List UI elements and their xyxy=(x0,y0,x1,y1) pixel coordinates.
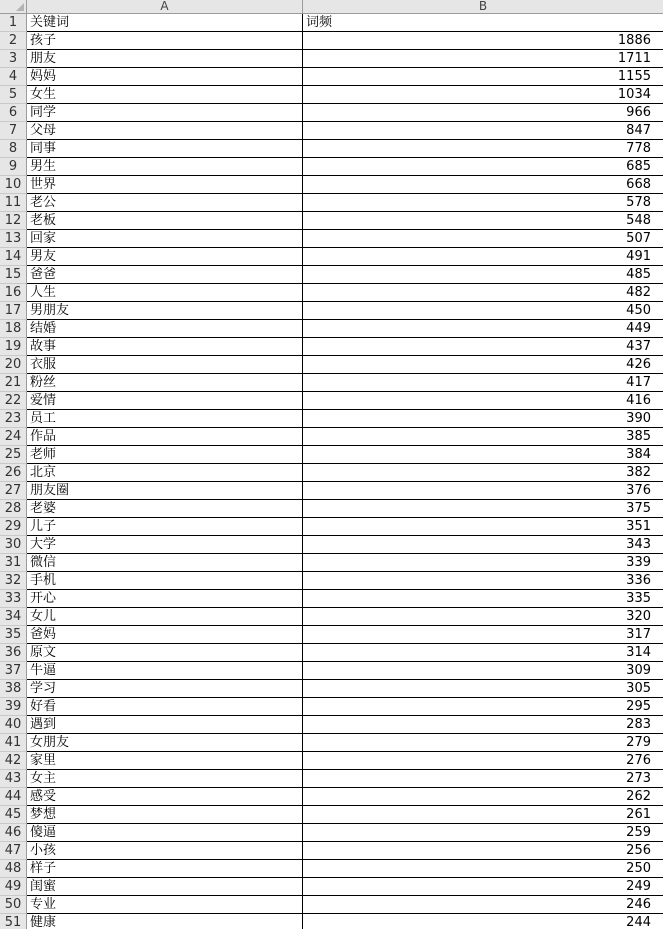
frequency-cell[interactable]: 668 xyxy=(303,176,663,194)
table-row xyxy=(0,212,663,230)
table-row xyxy=(0,410,663,428)
frequency-cell[interactable]: 449 xyxy=(303,320,663,338)
table-row xyxy=(0,284,663,302)
table-row xyxy=(0,86,663,104)
table-row xyxy=(0,554,663,572)
table-row xyxy=(0,914,663,929)
keyword-cell[interactable]: 衣服 xyxy=(27,356,303,374)
row-number[interactable]: 8 xyxy=(0,140,27,158)
table-row xyxy=(0,356,663,374)
frequency-cell[interactable]: 320 xyxy=(303,608,663,626)
frequency-cell[interactable]: 417 xyxy=(303,374,663,392)
row-number[interactable]: 28 xyxy=(0,500,27,518)
keyword-cell[interactable]: 妈妈 xyxy=(27,68,303,86)
table-row xyxy=(0,68,663,86)
row-number[interactable]: 10 xyxy=(0,176,27,194)
frequency-cell[interactable]: 256 xyxy=(303,842,663,860)
frequency-cell[interactable]: 437 xyxy=(303,338,663,356)
frequency-cell[interactable]: 1034 xyxy=(303,86,663,104)
frequency-cell[interactable]: 426 xyxy=(303,356,663,374)
table-row xyxy=(0,608,663,626)
column-header-b[interactable]: B xyxy=(478,0,488,13)
frequency-cell[interactable]: 390 xyxy=(303,410,663,428)
row-number[interactable]: 24 xyxy=(0,428,27,446)
keyword-cell[interactable]: 孩子 xyxy=(27,32,303,50)
keyword-cell[interactable]: 结婚 xyxy=(27,320,303,338)
row-number[interactable]: 29 xyxy=(0,518,27,536)
table-row xyxy=(0,266,663,284)
header-cell-keyword[interactable]: 关键词 xyxy=(27,14,303,32)
keyword-cell[interactable]: 微信 xyxy=(27,554,303,572)
keyword-cell[interactable]: 感受 xyxy=(27,788,303,806)
row-number[interactable]: 6 xyxy=(0,104,27,122)
row-number[interactable]: 44 xyxy=(0,788,27,806)
table-body xyxy=(0,32,663,929)
frequency-cell[interactable]: 351 xyxy=(303,518,663,536)
table-row xyxy=(0,320,663,338)
keyword-cell[interactable]: 遇到 xyxy=(27,716,303,734)
table-row xyxy=(0,590,663,608)
table-row xyxy=(0,50,663,68)
table-row xyxy=(0,824,663,842)
keyword-cell[interactable]: 儿子 xyxy=(27,518,303,536)
frequency-cell[interactable]: 416 xyxy=(303,392,663,410)
row-number[interactable]: 40 xyxy=(0,716,27,734)
row-number[interactable]: 15 xyxy=(0,266,27,284)
row-number[interactable]: 2 xyxy=(0,32,27,50)
column-header-a[interactable]: A xyxy=(27,0,303,13)
keyword-cell[interactable]: 同学 xyxy=(27,104,303,122)
frequency-cell[interactable]: 273 xyxy=(303,770,663,788)
row-number[interactable]: 23 xyxy=(0,410,27,428)
frequency-cell[interactable]: 246 xyxy=(303,896,663,914)
frequency-cell[interactable]: 1711 xyxy=(303,50,663,68)
keyword-cell[interactable]: 男朋友 xyxy=(27,302,303,320)
row-number[interactable]: 42 xyxy=(0,752,27,770)
table-row xyxy=(0,338,663,356)
row-number[interactable]: 19 xyxy=(0,338,27,356)
frequency-cell[interactable]: 376 xyxy=(303,482,663,500)
keyword-cell[interactable]: 故事 xyxy=(27,338,303,356)
keyword-cell[interactable]: 人生 xyxy=(27,284,303,302)
keyword-cell[interactable]: 小孩 xyxy=(27,842,303,860)
row-number[interactable]: 16 xyxy=(0,284,27,302)
frequency-cell[interactable]: 966 xyxy=(303,104,663,122)
table-row xyxy=(0,500,663,518)
keyword-cell[interactable]: 男友 xyxy=(27,248,303,266)
row-number[interactable]: 26 xyxy=(0,464,27,482)
table-row xyxy=(0,698,663,716)
table-row xyxy=(0,248,663,266)
frequency-cell[interactable]: 578 xyxy=(303,194,663,212)
keyword-cell[interactable]: 大学 xyxy=(27,536,303,554)
table-row xyxy=(0,896,663,914)
row-number[interactable]: 20 xyxy=(0,356,27,374)
frequency-cell[interactable]: 1886 xyxy=(303,32,663,50)
keyword-cell[interactable]: 样子 xyxy=(27,860,303,878)
row-number[interactable]: 39 xyxy=(0,698,27,716)
keyword-cell[interactable]: 回家 xyxy=(27,230,303,248)
row-number[interactable]: 38 xyxy=(0,680,27,698)
frequency-cell[interactable]: 335 xyxy=(303,590,663,608)
row-number[interactable]: 43 xyxy=(0,770,27,788)
table-row xyxy=(0,482,663,500)
table-row xyxy=(0,32,663,50)
frequency-cell[interactable]: 548 xyxy=(303,212,663,230)
row-number[interactable]: 1 xyxy=(0,14,27,32)
keyword-cell[interactable]: 老婆 xyxy=(27,500,303,518)
keyword-cell[interactable]: 爱情 xyxy=(27,392,303,410)
row-number[interactable]: 18 xyxy=(0,320,27,338)
frequency-cell[interactable]: 778 xyxy=(303,140,663,158)
frequency-cell[interactable]: 507 xyxy=(303,230,663,248)
keyword-cell[interactable]: 女朋友 xyxy=(27,734,303,752)
frequency-cell[interactable]: 262 xyxy=(303,788,663,806)
row-number[interactable]: 14 xyxy=(0,248,27,266)
frequency-cell[interactable]: 384 xyxy=(303,446,663,464)
row-number[interactable]: 47 xyxy=(0,842,27,860)
column-header-bar xyxy=(0,0,663,14)
table-row xyxy=(0,752,663,770)
row-number[interactable]: 31 xyxy=(0,554,27,572)
table-row xyxy=(0,194,663,212)
frequency-cell[interactable]: 450 xyxy=(303,302,663,320)
row-number[interactable]: 51 xyxy=(0,914,27,929)
row-number[interactable]: 11 xyxy=(0,194,27,212)
table-row xyxy=(0,464,663,482)
frequency-cell[interactable]: 314 xyxy=(303,644,663,662)
keyword-cell[interactable]: 女主 xyxy=(27,770,303,788)
select-all-button[interactable] xyxy=(0,0,27,13)
table-row xyxy=(0,626,663,644)
table-header-row xyxy=(0,14,663,32)
table-row xyxy=(0,230,663,248)
row-number[interactable]: 22 xyxy=(0,392,27,410)
row-number[interactable]: 21 xyxy=(0,374,27,392)
row-number[interactable]: 3 xyxy=(0,50,27,68)
row-number[interactable]: 50 xyxy=(0,896,27,914)
keyword-cell[interactable]: 健康 xyxy=(27,914,303,929)
row-number[interactable]: 33 xyxy=(0,590,27,608)
row-number[interactable]: 27 xyxy=(0,482,27,500)
keyword-cell[interactable]: 手机 xyxy=(27,572,303,590)
row-number[interactable]: 37 xyxy=(0,662,27,680)
frequency-cell[interactable]: 276 xyxy=(303,752,663,770)
keyword-cell[interactable]: 梦想 xyxy=(27,806,303,824)
table-row xyxy=(0,734,663,752)
keyword-cell[interactable]: 同事 xyxy=(27,140,303,158)
keyword-cell[interactable]: 爸妈 xyxy=(27,626,303,644)
frequency-cell[interactable]: 343 xyxy=(303,536,663,554)
frequency-cell[interactable]: 259 xyxy=(303,824,663,842)
frequency-cell[interactable]: 382 xyxy=(303,464,663,482)
frequency-cell[interactable]: 295 xyxy=(303,698,663,716)
frequency-cell[interactable]: 250 xyxy=(303,860,663,878)
keyword-cell[interactable]: 爸爸 xyxy=(27,266,303,284)
row-number[interactable]: 46 xyxy=(0,824,27,842)
table-row xyxy=(0,770,663,788)
table-row xyxy=(0,536,663,554)
frequency-cell[interactable]: 261 xyxy=(303,806,663,824)
keyword-cell[interactable]: 专业 xyxy=(27,896,303,914)
table-row xyxy=(0,716,663,734)
table-row xyxy=(0,158,663,176)
row-number[interactable]: 30 xyxy=(0,536,27,554)
row-number[interactable]: 36 xyxy=(0,644,27,662)
row-number[interactable]: 7 xyxy=(0,122,27,140)
keyword-cell[interactable]: 好看 xyxy=(27,698,303,716)
keyword-cell[interactable]: 老公 xyxy=(27,194,303,212)
keyword-cell[interactable]: 家里 xyxy=(27,752,303,770)
keyword-cell[interactable]: 老板 xyxy=(27,212,303,230)
table-row xyxy=(0,644,663,662)
frequency-cell[interactable]: 317 xyxy=(303,626,663,644)
table-row xyxy=(0,140,663,158)
keyword-cell[interactable]: 开心 xyxy=(27,590,303,608)
table-row xyxy=(0,680,663,698)
table-row xyxy=(0,842,663,860)
frequency-cell[interactable]: 491 xyxy=(303,248,663,266)
frequency-cell[interactable]: 482 xyxy=(303,284,663,302)
row-number[interactable]: 35 xyxy=(0,626,27,644)
table-row xyxy=(0,788,663,806)
table-row xyxy=(0,122,663,140)
keyword-cell[interactable]: 员工 xyxy=(27,410,303,428)
row-number[interactable]: 32 xyxy=(0,572,27,590)
keyword-cell[interactable]: 女儿 xyxy=(27,608,303,626)
frequency-cell[interactable]: 283 xyxy=(303,716,663,734)
frequency-cell[interactable]: 336 xyxy=(303,572,663,590)
table-row xyxy=(0,572,663,590)
frequency-cell[interactable]: 375 xyxy=(303,500,663,518)
table-row xyxy=(0,104,663,122)
frequency-cell[interactable]: 385 xyxy=(303,428,663,446)
keyword-cell[interactable]: 北京 xyxy=(27,464,303,482)
header-cell-frequency[interactable]: 词频 xyxy=(303,14,663,32)
frequency-cell[interactable]: 339 xyxy=(303,554,663,572)
table-row xyxy=(0,518,663,536)
keyword-cell[interactable]: 学习 xyxy=(27,680,303,698)
frequency-cell[interactable]: 279 xyxy=(303,734,663,752)
keyword-cell[interactable]: 傻逼 xyxy=(27,824,303,842)
frequency-cell[interactable]: 847 xyxy=(303,122,663,140)
table-row xyxy=(0,428,663,446)
keyword-cell[interactable]: 世界 xyxy=(27,176,303,194)
keyword-cell[interactable]: 闺蜜 xyxy=(27,878,303,896)
keyword-cell[interactable]: 老师 xyxy=(27,446,303,464)
table-row xyxy=(0,176,663,194)
row-number[interactable]: 17 xyxy=(0,302,27,320)
row-number[interactable]: 13 xyxy=(0,230,27,248)
keyword-cell[interactable]: 牛逼 xyxy=(27,662,303,680)
frequency-cell[interactable]: 305 xyxy=(303,680,663,698)
table-row xyxy=(0,662,663,680)
row-number[interactable]: 5 xyxy=(0,86,27,104)
table-row xyxy=(0,446,663,464)
table-row xyxy=(0,392,663,410)
frequency-cell[interactable]: 249 xyxy=(303,878,663,896)
keyword-cell[interactable]: 朋友圈 xyxy=(27,482,303,500)
keyword-cell[interactable]: 原文 xyxy=(27,644,303,662)
row-number[interactable]: 48 xyxy=(0,860,27,878)
keyword-cell[interactable]: 朋友 xyxy=(27,50,303,68)
table-row xyxy=(0,374,663,392)
table-row xyxy=(0,878,663,896)
row-number[interactable]: 49 xyxy=(0,878,27,896)
row-number[interactable]: 12 xyxy=(0,212,27,230)
keyword-cell[interactable]: 女生 xyxy=(27,86,303,104)
row-number[interactable]: 34 xyxy=(0,608,27,626)
row-number[interactable]: 45 xyxy=(0,806,27,824)
table-row xyxy=(0,860,663,878)
keyword-cell[interactable]: 粉丝 xyxy=(27,374,303,392)
keyword-cell[interactable]: 作品 xyxy=(27,428,303,446)
keyword-cell[interactable]: 男生 xyxy=(27,158,303,176)
frequency-cell[interactable]: 485 xyxy=(303,266,663,284)
table-row xyxy=(0,302,663,320)
row-number[interactable]: 9 xyxy=(0,158,27,176)
row-number[interactable]: 4 xyxy=(0,68,27,86)
table-row xyxy=(0,806,663,824)
row-number[interactable]: 41 xyxy=(0,734,27,752)
keyword-cell[interactable]: 父母 xyxy=(27,122,303,140)
frequency-cell[interactable]: 309 xyxy=(303,662,663,680)
frequency-cell[interactable]: 244 xyxy=(303,914,663,929)
row-number[interactable]: 25 xyxy=(0,446,27,464)
frequency-cell[interactable]: 685 xyxy=(303,158,663,176)
frequency-cell[interactable]: 1155 xyxy=(303,68,663,86)
